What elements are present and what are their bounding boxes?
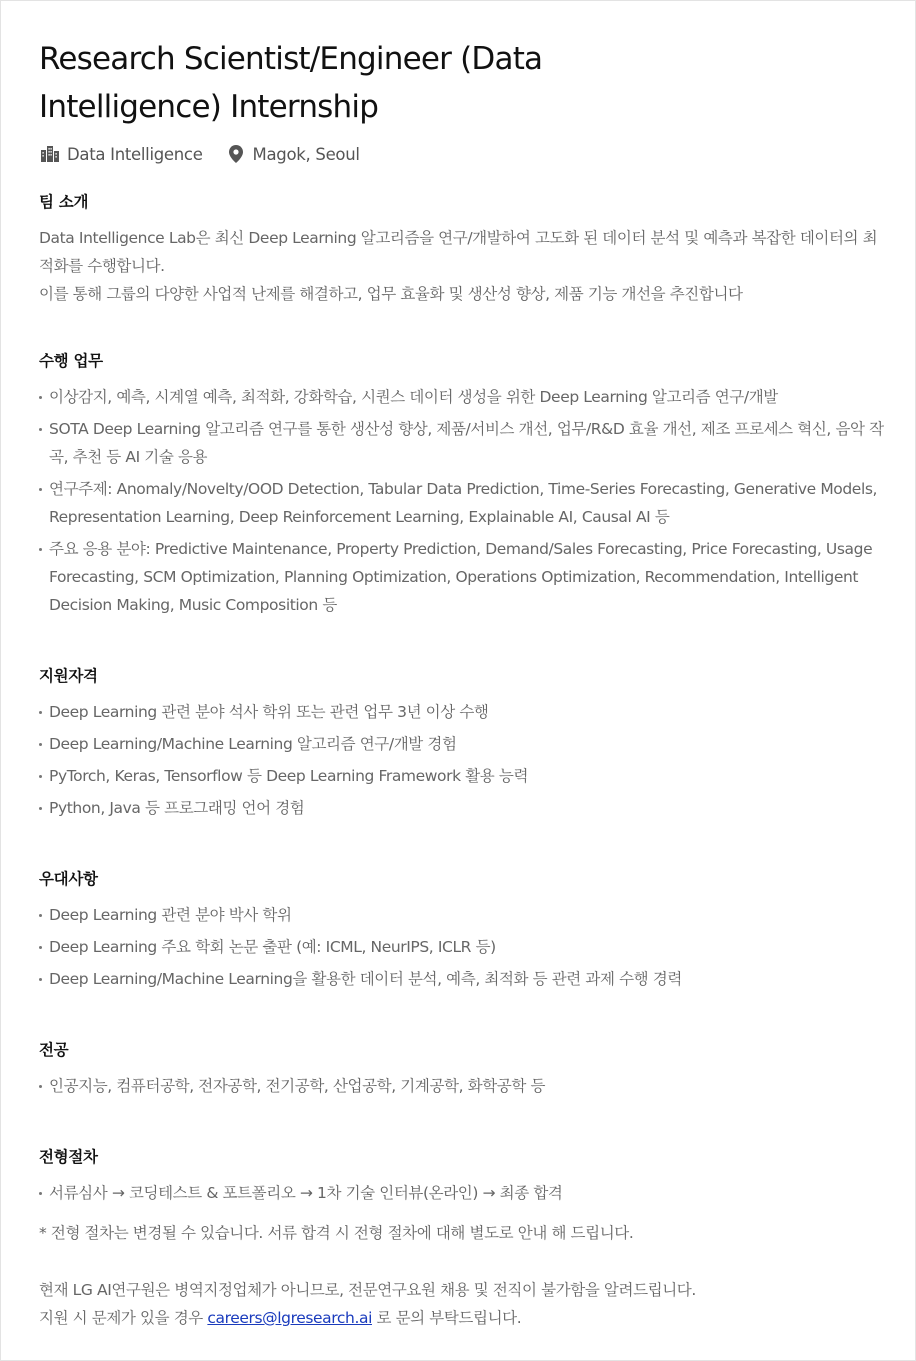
preferred-heading: 우대사항 bbox=[39, 870, 98, 888]
list-item: Deep Learning 관련 분야 박사 학위 bbox=[39, 901, 884, 929]
qualifications-list bbox=[39, 698, 884, 826]
list-item: PyTorch, Keras, Tensorflow 등 Deep Learning Framework 활용 능력 bbox=[39, 762, 884, 790]
list-item: Deep Learning/Machine Learning을 활용한 데이터 분석, 예측, 최적화 등 관련 과제 수행 경력 bbox=[39, 965, 884, 993]
job-meta bbox=[39, 142, 360, 166]
process-heading: 전형절차 bbox=[39, 1148, 98, 1166]
list-item: 주요 응용 분야: Predictive Maintenance, Property Prediction, Demand/Sales Forecasting, Price Forecasting, Usage Forecasting, SCM Optimization, Planning Optimization, Operations Optimization, Recommendation, Intelligent Decision Making, Music Composition 등 bbox=[39, 535, 884, 619]
location-meta bbox=[225, 143, 360, 165]
list-item: Deep Learning 관련 분야 석사 학위 또는 관련 업무 3년 이상 수행 bbox=[39, 698, 884, 726]
military-service-notice: 현재 LG AI연구원은 병역지정업체가 아니므로, 전문연구요원 채용 및 전직이 불가함을 알려드립니다. bbox=[39, 1281, 696, 1299]
contact-prefix: 지원 시 문제가 있을 경우 bbox=[39, 1309, 208, 1327]
list-item: Python, Java 등 프로그래밍 언어 경험 bbox=[39, 794, 884, 822]
duties-list bbox=[39, 383, 884, 623]
list-item: SOTA Deep Learning 알고리즘 연구를 통한 생산성 향상, 제품/서비스 개선, 업무/R&D 효율 개선, 제조 프로세스 혁신, 음악 작곡, 추천 등 AI 기술 응용 bbox=[39, 415, 884, 471]
duties-heading: 수행 업무 bbox=[39, 352, 103, 370]
list-item: 이상감지, 예측, 시계열 예측, 최적화, 강화학습, 시퀀스 데이터 생성을 위한 Deep Learning 알고리즘 연구/개발 bbox=[39, 383, 884, 411]
major-heading: 전공 bbox=[39, 1041, 69, 1059]
list-item: 연구주제: Anomaly/Novelty/OOD Detection, Tabular Data Prediction, Time-Series Forecasting, Generative Models, Representation Learning, Deep Reinforcement Learning, Explainable AI, Causal AI 등 bbox=[39, 475, 884, 531]
list-item: 인공지능, 컴퓨터공학, 전자공학, 전기공학, 산업공학, 기계공학, 화학공학 등 bbox=[39, 1072, 884, 1100]
team-intro-line-1: Data Intelligence Lab은 최신 Deep Learning 알고리즘을 연구/개발하여 고도화 된 데이터 분석 및 예측과 복잡한 데이터의 최적화를 수행합니다. bbox=[39, 229, 878, 275]
team-intro-line-2: 이를 통해 그룹의 다양한 사업적 난제를 해결하고, 업무 효율화 및 생산성 향상, 제품 기능 개선을 추진합니다 bbox=[39, 285, 743, 303]
careers-email-link[interactable]: careers@lgresearch.ai bbox=[207, 1309, 372, 1327]
contact-notice bbox=[39, 1304, 884, 1332]
team-name: Data Intelligence bbox=[67, 144, 203, 164]
list-item: Deep Learning/Machine Learning 알고리즘 연구/개발 경험 bbox=[39, 730, 884, 758]
qualifications-heading: 지원자격 bbox=[39, 667, 98, 685]
list-item: Deep Learning 주요 학회 논문 출판 (예: ICML, NeurIPS, ICLR 등) bbox=[39, 933, 884, 961]
major-list bbox=[39, 1072, 884, 1104]
process-list bbox=[39, 1179, 884, 1211]
list-item: 서류심사 → 코딩테스트 & 포트폴리오 → 1차 기술 인터뷰(온라인) → 최종 합격 bbox=[39, 1179, 884, 1207]
process-note: * 전형 절차는 변경될 수 있습니다. 서류 합격 시 전형 절차에 대해 별도로 안내 해 드립니다. bbox=[39, 1224, 634, 1242]
location-name: Magok, Seoul bbox=[252, 144, 360, 164]
team-meta bbox=[39, 143, 203, 165]
team-intro-heading: 팀 소개 bbox=[39, 193, 89, 211]
contact-suffix: 로 문의 부탁드립니다. bbox=[371, 1309, 522, 1327]
building-icon bbox=[39, 143, 61, 165]
map-pin-icon bbox=[225, 143, 247, 165]
job-title: Research Scientist/Engineer (Data Intelligence) Internship bbox=[39, 41, 543, 125]
preferred-list bbox=[39, 901, 884, 997]
